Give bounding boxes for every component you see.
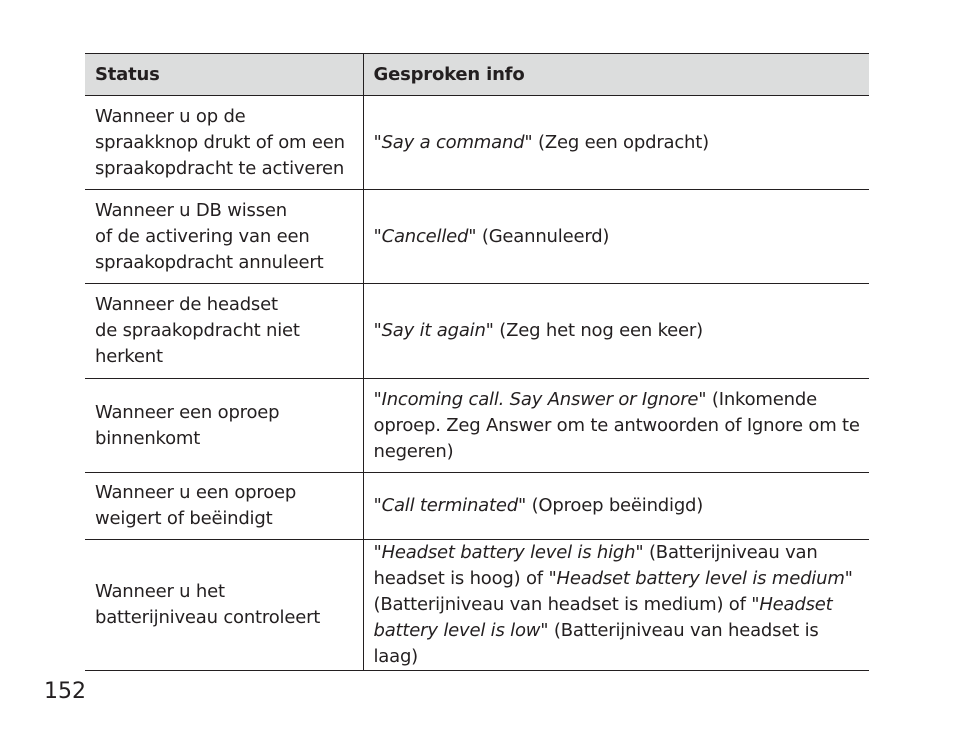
status-cell	[85, 190, 363, 284]
status-line: batterijniveau controleert	[95, 607, 321, 628]
status-line: spraakopdracht annuleert	[95, 251, 324, 273]
table-row	[85, 379, 869, 473]
voice-prompt-translation: (Batterijniveau van headset is medium) of	[373, 594, 752, 615]
status-line: of de activering van een	[95, 225, 310, 247]
voice-prompt-quote: "Incoming call. Say Answer or Ignore"	[373, 388, 707, 410]
voice-prompt-quote: "Call terminated"	[373, 495, 527, 516]
status-line: herkent	[95, 346, 163, 367]
status-line: weigert of beëindigt	[95, 508, 273, 529]
page-number: 152	[44, 679, 86, 704]
spoken-info-cell	[363, 540, 869, 671]
status-cell	[85, 284, 363, 379]
spoken-info-cell	[363, 284, 869, 379]
voice-prompt-translation: (Zeg het nog een keer)	[493, 320, 703, 341]
voice-prompt-translation: (Inkomende oproep. Zeg Answer om te antwoorden of Ignore om te negeren)	[373, 388, 860, 462]
status-line: de spraakopdracht niet	[95, 320, 300, 341]
status-cell	[85, 379, 363, 473]
status-line: Wanneer u een oproep	[95, 482, 297, 503]
spoken-info-cell	[363, 379, 869, 473]
table-row	[85, 473, 869, 540]
status-cell	[85, 96, 363, 190]
status-cell	[85, 473, 363, 540]
spoken-info-cell	[363, 473, 869, 540]
status-line: spraakopdracht te activeren	[95, 157, 345, 179]
voice-prompt-translation: (Geannuleerd)	[476, 225, 610, 247]
voice-prompt-quote: "Say a command"	[373, 131, 533, 153]
status-line: Wanneer u DB wissen	[95, 199, 287, 221]
status-line: Wanneer de headset	[95, 294, 278, 315]
status-line: Wanneer een oproep	[95, 401, 280, 423]
table-row	[85, 96, 869, 190]
table-row	[85, 540, 869, 671]
voice-prompt-quote: "Cancelled"	[373, 225, 477, 247]
table-header-row	[85, 54, 869, 96]
voice-prompt-quote: "Headset battery level is high"	[373, 542, 644, 563]
status-line: Wanneer u het	[95, 581, 225, 602]
voice-prompt-quote: "Say it again"	[373, 320, 494, 341]
voice-prompt-translation: (Oproep beëindigd)	[526, 495, 704, 516]
table-row	[85, 190, 869, 284]
status-line: Wanneer u op de	[95, 105, 246, 127]
voice-prompt-quote: "Headset battery level is low"	[373, 594, 833, 641]
voice-prompt-translation: (Zeg een opdracht)	[532, 131, 709, 153]
spoken-info-cell	[363, 96, 869, 190]
voice-prompt-translation: (Batterijniveau van headset is hoog) of	[373, 542, 818, 589]
voice-prompt-translation: (Batterijniveau van headset is laag)	[373, 620, 819, 667]
header-status: Status	[85, 54, 363, 96]
table-row	[85, 284, 869, 379]
spoken-info-cell	[363, 190, 869, 284]
status-line: spraakknop drukt of om een	[95, 131, 345, 153]
header-spoken-info: Gesproken info	[363, 54, 869, 96]
status-line: binnenkomt	[95, 427, 201, 449]
voice-prompt-quote: "Headset battery level is medium"	[548, 568, 853, 589]
status-cell	[85, 540, 363, 671]
voice-info-table	[85, 53, 869, 671]
